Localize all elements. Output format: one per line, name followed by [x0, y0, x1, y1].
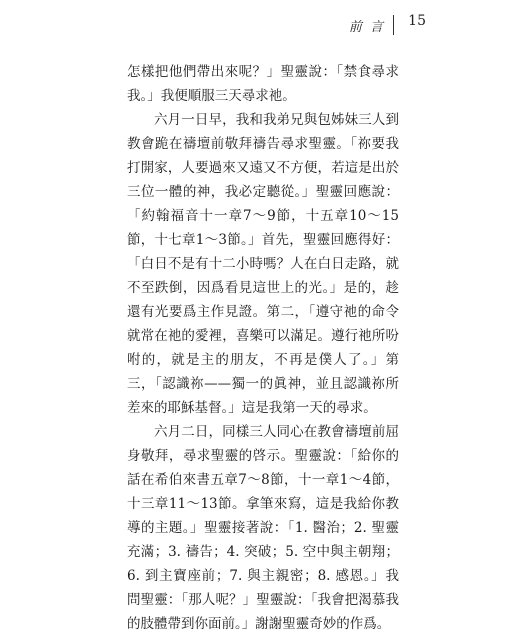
paragraph-june-second: 六月二日，同樣三人同心在教會禱壇前屈身敬拜，尋求聖靈的啓示。聖靈說：「給你的話在希伯來書五章7～8節，十一章1～4節，十三章11～13節。拿筆來寫，這是我給你教導的主題。」聖靈接著說：「1. 醫治；2. 聖靈充滿；3. 禱告；4. 突破；5. 空中與主朝翔；6. 到主寶座前；7. 與主親密；8. 感恩。」我問聖靈：「那人呢？」聖靈說：「我會把渴慕我的肢體帶到你面前。」謝謝聖靈奇妙的作爲。 — [127, 424, 399, 632]
running-head — [349, 14, 394, 36]
body-text — [127, 60, 399, 636]
header-divider — [393, 15, 394, 35]
running-title: 前 言 — [348, 19, 385, 35]
paragraph-continued: 怎樣把他們帶出來呢？」聖靈說：「禁食尋求我。」我便順服三天尋求祂。 — [127, 64, 399, 104]
page-number: 15 — [408, 13, 426, 29]
paragraph-june-first: 六月一日早，我和我弟兄與包姊妹三人到教會跪在禱壇前敬拜禱告尋求聖靈。「祢要我打開家，人要過來又遠又不方便，若這是出於三位一體的神，我必定聽從。」聖靈回應說：「約翰福音十一章7～9節，十五章10～15節，十七章1～3節。」首先，聖靈回應得好：「白日不是有十二小時嗎？人在白日走路，就不至跌倒，因爲看見這世上的光。」是的，趁還有光要爲主作見證。第二，「遵守祂的命令就常在祂的愛裡，喜樂可以滿足。遵行祂所吩咐的，就是主的朋友，不再是僕人了。」第三，「認識祢——獨一的眞神，並且認識祢所差來的耶穌基督。」這是我第一天的尋求。 — [127, 112, 399, 416]
